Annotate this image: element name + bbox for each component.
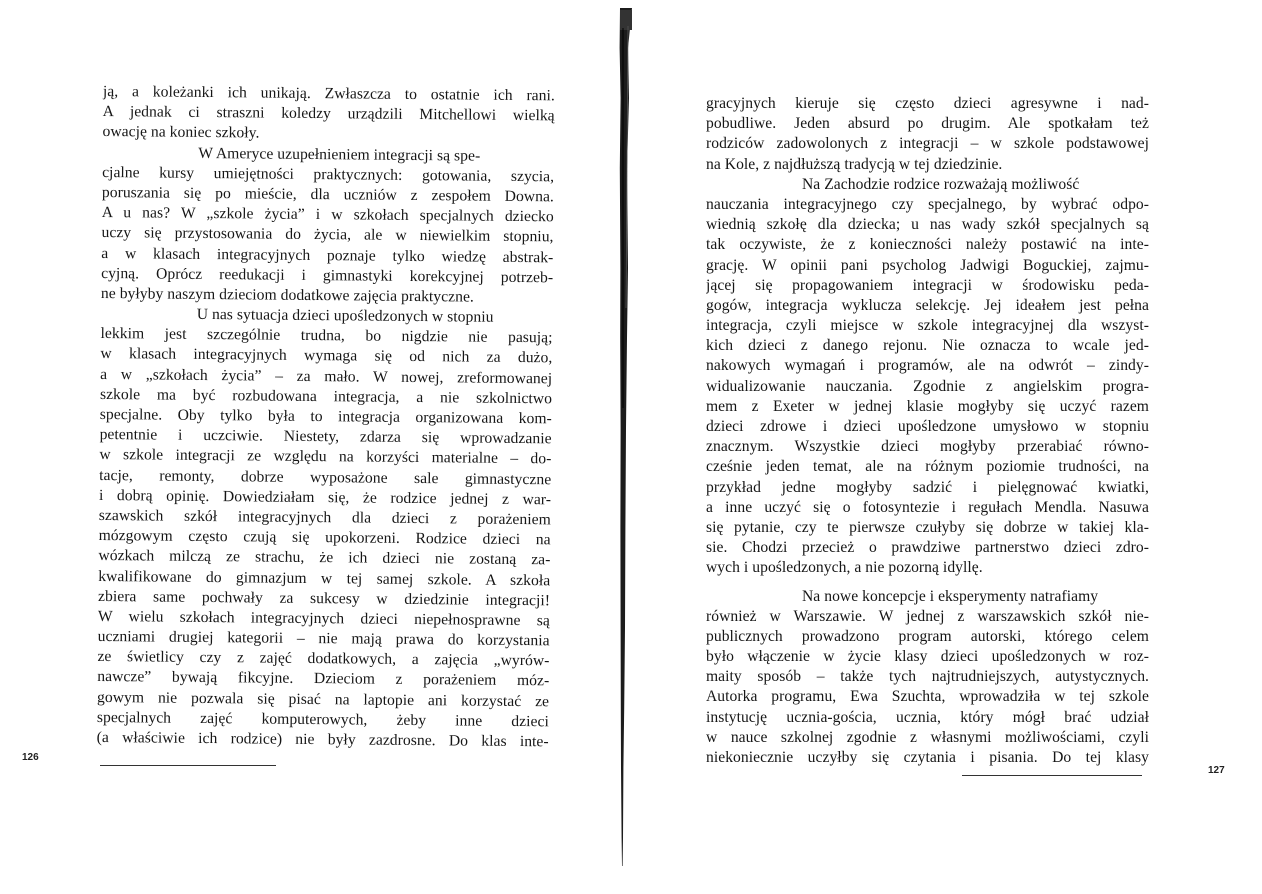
text-line: W Ameryce uzupełnieniem integracji są spe- [198,144,481,165]
text-line: niekoniecznie uczyłby się czytania i pisania. Do tej klasy [706,749,1149,766]
text-line: rodziców zadowolonych z integracji – w szkole podstawowej [706,135,1149,153]
text-line: wiednią szkołę dla dziecka; u nas wady szkół specjalnych są [706,216,1149,234]
text-line: wych i upośledzonych, a nie pozorną idyllę. [706,559,983,577]
text-line: a w „szkołach życia” – za mało. W nowej, zreformowanej [100,365,553,387]
text-line: (a właściwie ich rodzice) nie były zazdrosne. Do klas inte- [96,728,549,751]
right-page-text [706,94,1149,768]
text-line: ją, a koleżanki ich unikają. Zwłaszcza to ostatnie ich rani. [102,82,555,105]
text-line: U nas sytuacja dzieci upośledzonych w stopniu [196,305,494,326]
text-line: gogów, integracja wyklucza selekcję. Jej ideałem jest pełna [706,296,1149,314]
text-line: specjalne. Oby tylko była to integracja organizowana kom- [99,405,552,428]
left-page-text [97,82,555,752]
text-line: tak oczywiste, że z konieczności należy postawić na inte- [706,236,1149,254]
text-line: się pytanie, czy te pierwsze czułyby się dobrze w takiej kla- [706,518,1149,536]
text-line: znacznym. Wszystkie dzieci mogłyby przerabiać równo- [706,438,1149,456]
text-line: publicznych prowadzono program autorski, którego celem [706,627,1149,645]
text-line: nawcze” bywają fikcyjne. Dzieciom z porażeniem móz- [97,668,550,690]
text-line: A jednak ci straszni koledzy urządzili Mitchellowi wielką [102,103,555,125]
text-line: tacje, remonty, dobrze wyposażone sale gimnastyczne [99,466,552,488]
text-line: w szkole integracji ze względu na korzyści materialne – do- [99,446,552,468]
text-line: w klasach integracyjnych wymaga się od nich za dużo, [100,345,553,367]
text-line: a inne uczyć się o fotosyntezie i regułach Mendla. Nasuwa [706,498,1149,516]
text-line: pobudliwe. Jeden absurd po drugim. Ale spotkałam też [706,115,1149,133]
text-line: na Kole, z najdłuższą tradycją w tej dziedzinie. [706,155,1003,173]
text-line: A u nas? W „szkole życia” i w szkołach specjalnych dziecko [101,204,554,226]
text-line: Autorka programu, Ewa Szuchta, wprowadziła w tej szkole [706,688,1149,706]
text-line: W wielu szkołach integracyjnych dzieci niepełnosprawne są [97,607,550,630]
text-line: Na Zachodzie rodzice rozważają możliwość [802,175,1080,193]
text-line: cześnie jeden temat, ale na różnym poziomie trudności, na [706,458,1149,476]
text-line: jącej się propagowaniem integracji w środowisku peda- [706,276,1149,294]
left-footer-rule [100,765,276,766]
text-line: w nauce szkolnej zgodnie z własnymi możliwościami, czyli [706,728,1149,746]
text-line: szawskich szkół integracyjnych dla dzieci z porażeniem [98,506,551,529]
left-page-number: 126 [22,752,39,763]
text-line: grację. W opinii pani psycholog Jadwigi Boguckiej, zajmu- [706,256,1149,274]
text-line: nakowych wymagań i programów, ale na odwrót – zindy- [706,357,1149,375]
text-line: specjalnych zajęć komputerowych, żeby inne dzieci [96,708,549,731]
text-line: ne byłyby naszym dzieciom dodatkowe zajęcia praktyczne. [100,284,474,306]
text-line: cjalne kursy umiejętności praktycznych: gotowania, szycia, [102,163,555,186]
text-line: cyjną. Oprócz reedukacji i gimnastyki korekcyjnej potrzeb- [101,264,554,287]
text-line: instytucję ucznia-gościa, ucznia, który mógł brać udział [706,708,1149,726]
gutter-shadow [619,8,633,866]
text-line: kich dzieci z danego rejonu. Nie oznacza to wcale jed- [706,337,1149,355]
text-line: przykład jedne mogłyby sadzić i pielęgnować kwiatki, [706,478,1149,496]
text-line: owację na koniec szkoły. [102,123,260,142]
text-line: widualizowanie nauczania. Zgodnie z angielskim progra- [706,377,1149,395]
text-line: było włączenie w życie klasy dzieci upośledzonych w roz- [706,648,1149,666]
text-line: gowym nie pozwala się pisać na laptopie ani korzystać ze [97,688,550,710]
text-line: dzieci zdrowe i dzieci upośledzone umysłowo w stopniu [706,418,1149,435]
text-line: integracja, czyli miejsce w szkole integracyjnej dla wszyst- [706,317,1149,335]
text-line: petentnie i uczciwie. Niestety, zdarza się wprowadzanie [99,426,552,448]
right-page-number: 127 [1208,765,1225,776]
text-line: Na nowe koncepcje i eksperymenty natrafiamy [802,587,1099,605]
text-line: szkole ma być rozbudowana integracja, a nie szkolnictwo [99,385,553,408]
text-line: nauczania integracyjnego czy specjalnego, by wybrać odpo- [706,195,1149,213]
text-line: uczy się przystosowania do życia, ale w niewielkim stopniu, [101,224,554,246]
text-line: uczniami drugiej kategorii – nie mają prawa do korzystania [97,628,550,650]
right-footer-rule [962,775,1142,776]
text-line: i dobrą opinię. Dowiedziałam się, że rodzice jednej z war- [98,486,552,509]
text-line: również w Warszawie. W jednej z warszawskich szkół nie- [706,607,1149,625]
text-line: mem z Exeter w jednej klasie mogłyby się uczyć razem [706,397,1149,415]
text-line: gracyjnych kieruje się często dzieci agresywne i nad- [706,95,1149,112]
text-line: lekkim jest szczególnie trudna, bo nigdzie nie pasują; [100,325,553,347]
text-line: ze świetlicy czy z zajęć dodatkowych, a zajęcia „wyrów- [97,648,550,670]
text-line: sie. Chodzi przecież o prawdziwe partnerstwo dzieci zdro- [706,539,1149,557]
text-line: zbiera same pochwały za sukcesy w dziedzinie integracji! [97,587,551,610]
text-line: maity sposób – także tych najtrudniejszych, autystycznych. [706,668,1149,686]
book-gutter [619,8,633,866]
text-line: poruszania się po mieście, dla uczniów z zespołem Downa. [101,183,555,206]
text-line: mózgowym często czują się upokorzeni. Rodzice dzieci na [98,527,551,549]
text-line: wózkach milczą ze strachu, że ich dzieci nie zostaną za- [98,547,551,569]
text-line: a w klasach integracyjnych poznaje tylko wiedzę abstrak- [101,244,554,266]
text-line: kwalifikowane do gimnazjum w tej samej szkole. A szkoła [98,567,551,589]
